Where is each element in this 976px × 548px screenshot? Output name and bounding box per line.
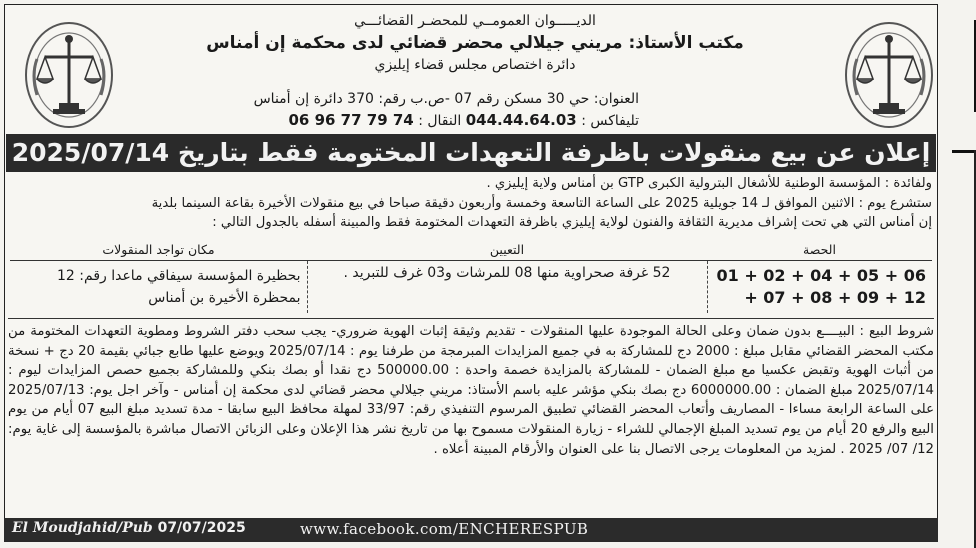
cell-location: بحظيرة المؤسسة سيفاقي ماعدا رقم: 12 بمحظرة الأخيرة بن أمناس — [57, 267, 301, 306]
fax-number: 044.44.64.03 — [465, 111, 577, 129]
table-row — [10, 260, 932, 313]
header-location: مكان تواجد المنقولات — [10, 240, 307, 260]
publication-name: El Moudjahid/Pub — [12, 520, 153, 536]
office-line: الديـــــوان العمومــي للمحضـر القضائـــي — [354, 13, 596, 29]
sale-conditions: شروط البيع : البيــــع بدون ضمان وعلى الحالة الموجودة عليها المنقولات - تقديم وثيقة إثبات الهوية ضروري- يجب سحب دفتر الشروط ومطوية التعهدات المختومة من مكتب المحضر القضائي مقابل مبلغ : 2000 دج للمشاركة به في جميع المزايدات المبرمجة من طرفنا يوم : 2025/07/14 ويوضع عليها طابع جبائي بقيمة 20 دج + نسخة من أثبات الهوية وتقبض عكسيا مع مبلغ الضمان - للمشاركة بالمزايدة خصمة واحدة : 500000.00 دج نقدا أو بصك بنكي وللمشاركة بجميع حصص المزايدات ليوم : 2025/07/14 مبلغ الضمان : 6000000.00 دج بصك بنكي مؤشر عليه باسم الأستاذ: مريني جيلالي محضر قضائي لدى محكمة إن أمناس - وآخر اجل يوم: 2025/07/13 على الساعة الرابعة مساءا - المصاريف وأتعاب المحضر القضائي تطبيق المرسوم التنفيذي رقم: 33/97 لمهلة محافظ البيع سابقا - مدة تسديد مبلغ البيع 07 أيام من يوم البيع والرفع 20 أيام من يوم تسديد المبلغ الإجمالي للشراء - زيارة المنقولات مسموح بها من تاريخ نشر هذا الإعلان وعلى الزبائن الاتصال مباشرة بالمؤسسة إلى غاية يوم: 12/ 07/ 2025 . لمزيد من المعلومات يرجى الاتصال بنا على العنوان والأرقام المبينة أعلاه . — [8, 318, 934, 459]
header — [165, 13, 785, 73]
contact-block — [39, 91, 639, 129]
jurisdiction: دائرة اختصاص مجلس قضاء إيليزي — [374, 57, 576, 73]
edge-rule-mid — [952, 150, 976, 153]
footer-bar — [4, 518, 938, 542]
intro-line-beneficiary: ولفائدة : المؤسسة الوطنية للأشغال البترولية الكبرى GTP بن أمناس ولاية إيليزي . — [486, 176, 932, 191]
header-lot: الحصة — [707, 240, 932, 260]
cell-description: 52 غرفة صحراوية منها 08 للمرشات و03 غرف للتبريد . — [307, 260, 707, 313]
announcement-banner: إعلان عن بيع منقولات باظرفة التعهدات المختومة فقط بتاريخ 2025/07/14 — [6, 134, 936, 172]
cell-lots: 01 + 02 + 04 + 05 + 06 + 07 + 08 + 09 + 12 — [707, 260, 932, 313]
bailiff-name: مكتب الأستاذ: مريني جيلالي محضر قضائي لدى محكمة إن أمناس — [206, 33, 744, 53]
header-description: التعيين — [307, 240, 707, 260]
lots-table — [10, 240, 932, 313]
intro-text — [10, 174, 932, 233]
mobile-prefix: النقال : — [418, 113, 462, 129]
publication-credit — [12, 520, 246, 536]
intro-line-date: ستشرع يوم : الاثنين الموافق لـ 14 جويلية 2025 على الساعة التاسعة وخمسة وأربعون دقيقة صباحا في بيع منقولات الأخيرة بقاعة السينما بلدية — [151, 195, 932, 211]
phone-line — [39, 111, 639, 129]
intro-line-venue: إن أمناس التي هي تحت إشراف مديرية الثقافة والفنون لولاية إيليزي باظرفة التعهدات المختومة فقط والمبينة أسفله بالجدول التالي : — [212, 215, 932, 230]
facebook-link[interactable]: www.facebook.com/ENCHERESPUB — [300, 520, 589, 538]
adjacent-page-edge — [944, 0, 976, 548]
publication-date: 07/07/2025 — [157, 520, 246, 536]
mobile-number: 06 96 77 79 74 — [288, 111, 414, 129]
address: العنوان: حي 30 مسكن رقم 07 -ص.ب رقم: 370 دائرة إن أمناس — [253, 91, 639, 107]
phones-prefix: تليفاكس : — [581, 113, 639, 129]
table-header-row — [10, 240, 932, 260]
scales-of-justice-emblem-right — [843, 19, 935, 131]
